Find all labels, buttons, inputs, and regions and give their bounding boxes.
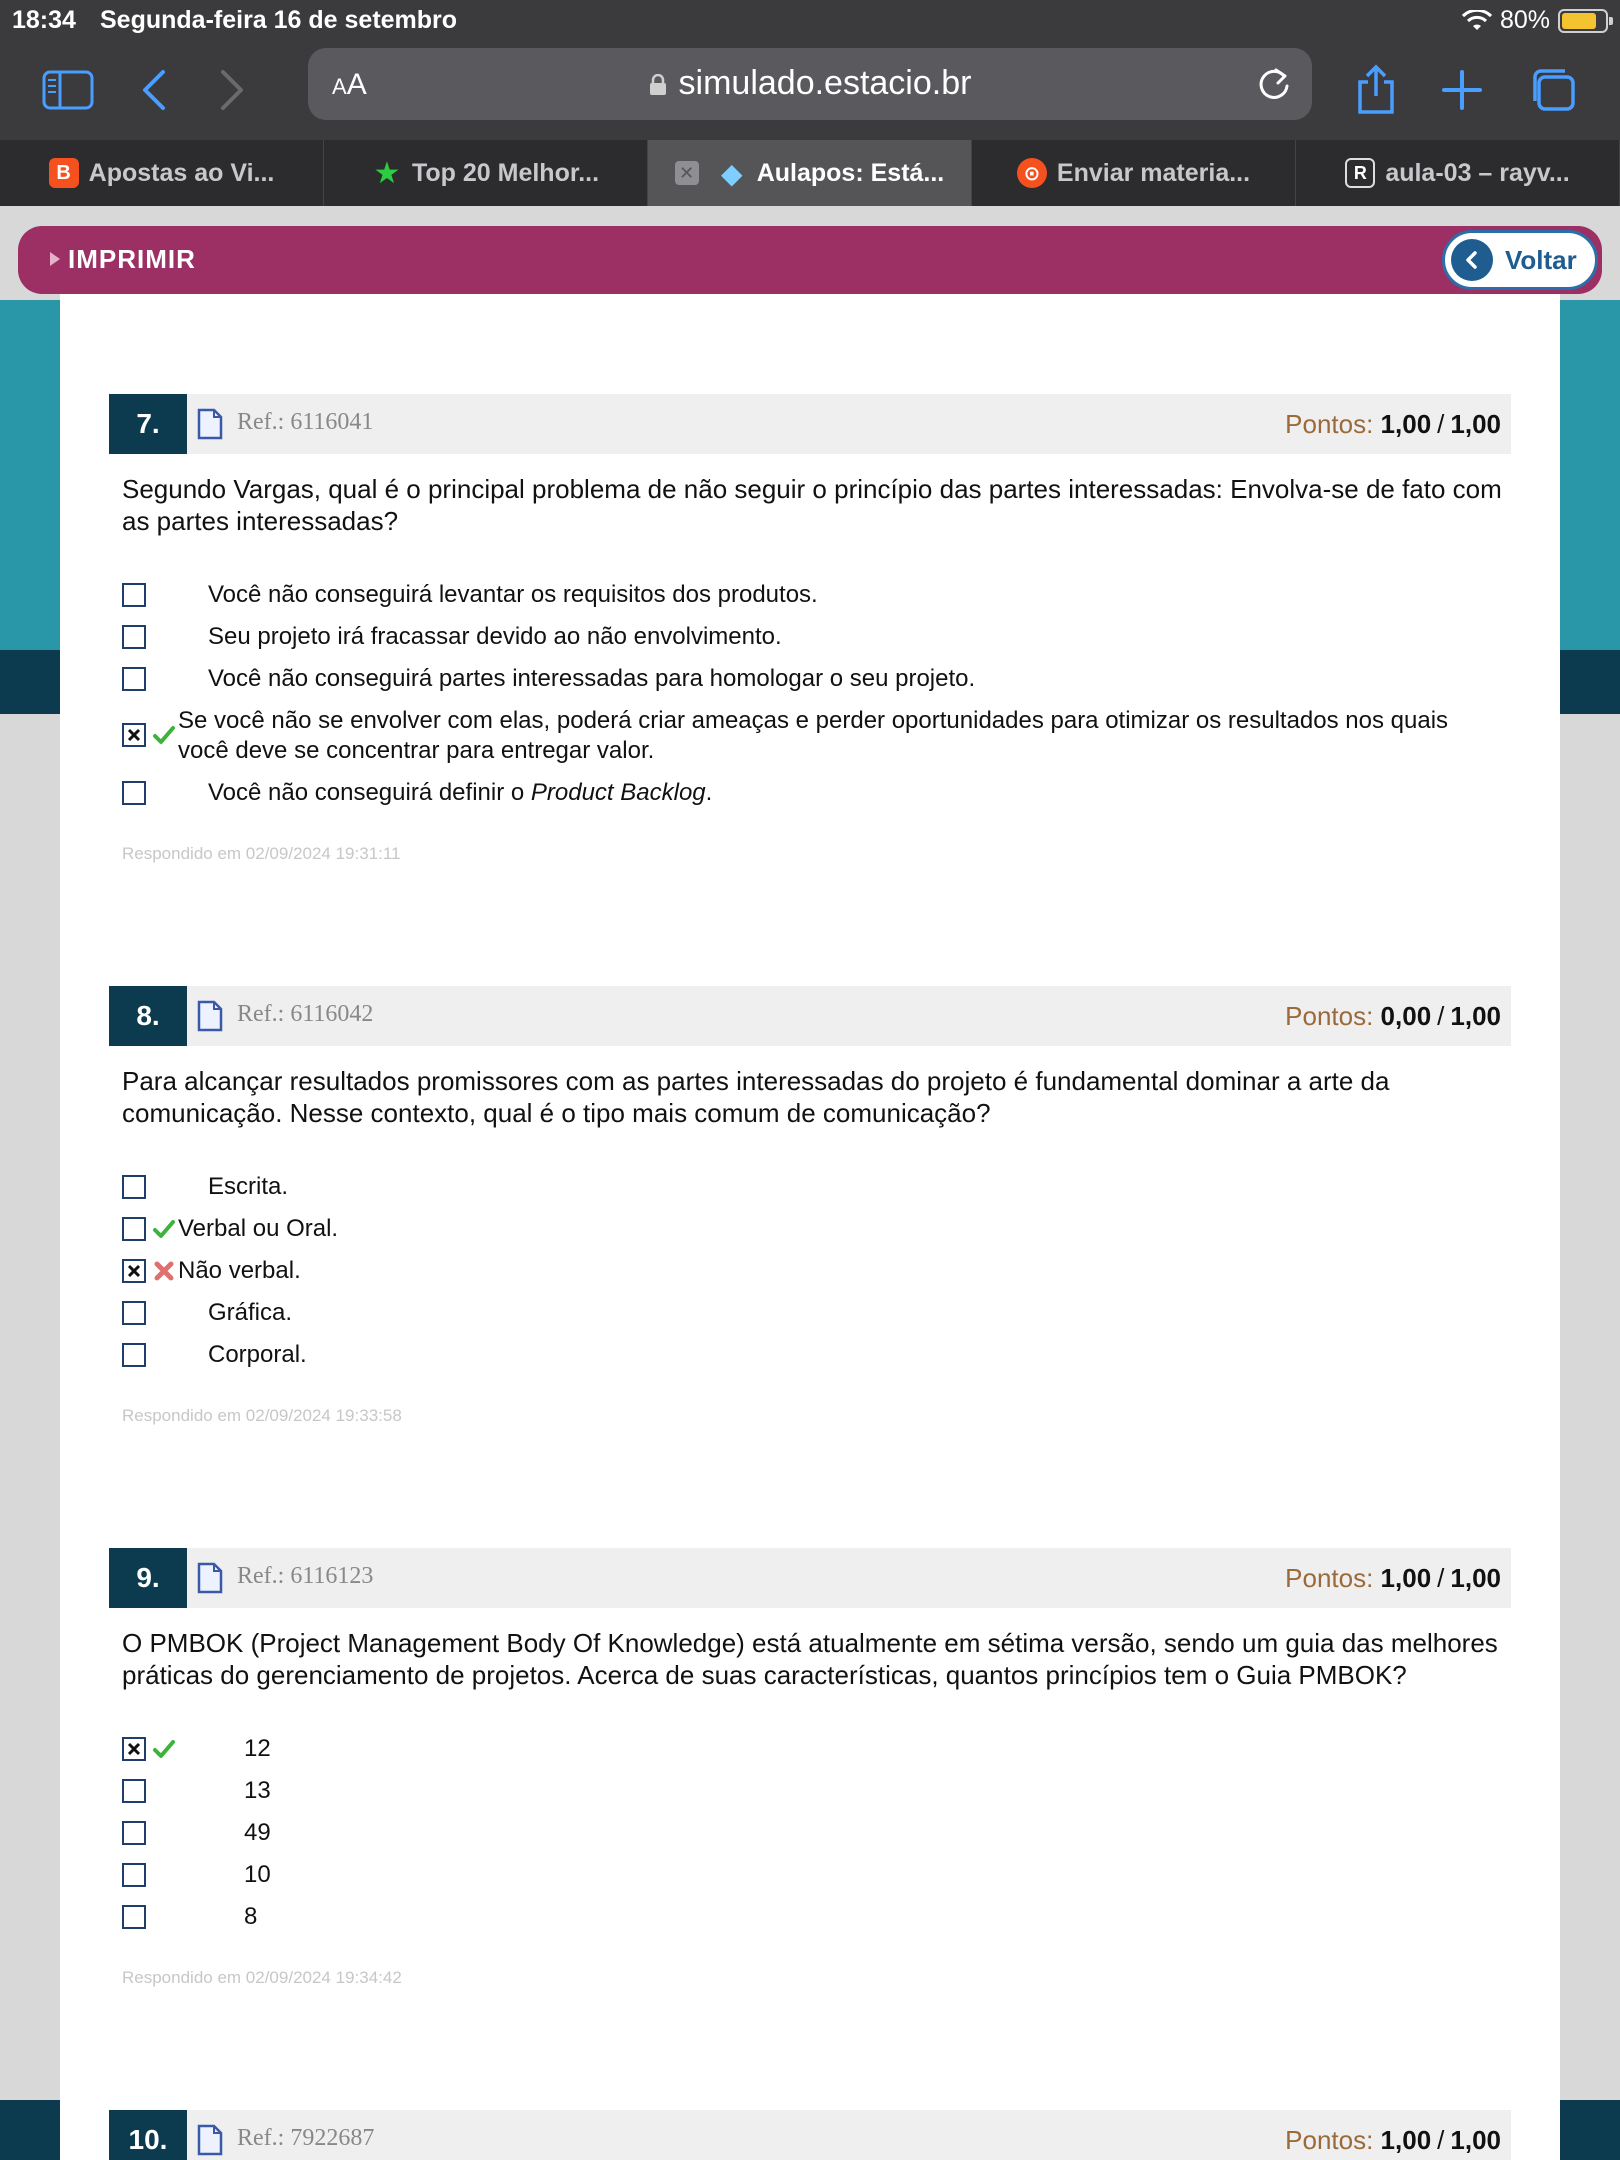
answered-timestamp: Respondido em 02/09/2024 19:31:11 [122,844,401,863]
status-date: Segunda-feira 16 de setembro [100,6,458,34]
option-row[interactable]: 10 [122,1860,271,1890]
share-icon[interactable] [1348,62,1404,118]
question-text: Para alcançar resultados promissores com as partes interessadas do projeto é fundamental dominar a arte da comunicação. Nesse contexto, qual é o tipo mais comum de comunicação? [122,1066,1390,1128]
browser-chrome [0,0,1620,206]
answer-checkbox-checked[interactable] [122,1737,146,1761]
answer-checkbox-checked[interactable] [122,1259,146,1283]
question-number: 10. [109,2110,187,2160]
option-row[interactable]: Se você não se envolver com elas, poderá criar ameaças e perder oportunidades para otimizar os resultados nos quais você deve se concentrar para entregar valor. [122,706,1478,766]
document-icon [197,1000,223,1032]
wifi-icon [1462,10,1492,32]
question-header [109,2110,1511,2160]
question-ref: Ref.: 6116041 [237,409,374,435]
question-points: Pontos: 0,00 / 1,00 [1285,1001,1501,1031]
question-ref: Ref.: 7922687 [237,2125,375,2151]
answer-checkbox[interactable] [122,1301,146,1325]
question-text: O PMBOK (Project Management Body Of Knowledge) está atualmente em sétima versão, sendo um guia das melhores práticas do gerenciamento de projetos. Acerca de suas características, quantos princípios tem o Guia PMBOK? [122,1628,1498,1690]
question-text: Segundo Vargas, qual é o principal problema de não seguir o princípio das partes interessadas: Envolva-se de fato com as partes interessadas? [122,474,1502,536]
option-row[interactable]: 8 [122,1902,257,1932]
correct-check-icon [152,1217,176,1241]
correct-check-icon [152,1737,176,1761]
option-row[interactable]: 49 [122,1818,271,1848]
option-row[interactable]: Corporal. [122,1340,307,1370]
document-icon [197,408,223,440]
status-right [1462,6,1608,35]
close-tab-icon[interactable]: ✕ [675,161,699,185]
r-favicon-icon: R [1345,158,1375,188]
option-row[interactable]: Verbal ou Oral. [122,1214,338,1244]
question-ref: Ref.: 6116042 [237,1001,374,1027]
question-points: Pontos: 1,00 / 1,00 [1285,409,1501,439]
status-bar [0,0,1620,40]
star-favicon-icon: ★ [373,156,401,190]
battery-percent: 80% [1499,6,1550,34]
question-points: Pontos: 1,00 / 1,00 [1285,2125,1501,2155]
triangle-right-icon [50,252,60,266]
answer-checkbox[interactable] [122,1343,146,1367]
battery-icon [1558,9,1608,33]
question-points: Pontos: 1,00 / 1,00 [1285,1563,1501,1593]
question-number: 7. [109,394,187,454]
option-row[interactable]: Seu projeto irá fracassar devido ao não envolvimento. [122,622,782,652]
answer-checkbox[interactable] [122,625,146,649]
correct-check-icon [152,723,176,747]
answer-checkbox[interactable] [122,1905,146,1929]
question-number: 8. [109,986,187,1046]
answer-checkbox[interactable] [122,667,146,691]
option-row[interactable]: 13 [122,1776,271,1806]
answered-timestamp: Respondido em 02/09/2024 19:33:58 [122,1406,402,1425]
diamond-favicon-icon: ◆ [720,157,743,189]
background-band [0,300,60,650]
background-band [1560,650,1620,714]
lock-icon [649,74,667,96]
tab-strip [0,140,1620,206]
answer-checkbox[interactable] [122,583,146,607]
back-icon[interactable] [126,62,182,118]
upload-favicon-icon: ⊙ [1017,158,1047,188]
document-icon [197,2124,223,2156]
bet-favicon-icon: B [49,158,79,188]
reload-icon[interactable] [1254,64,1294,104]
tabs-overview-icon[interactable] [1524,62,1580,118]
option-row[interactable]: Escrita. [122,1172,288,1202]
document-icon [197,1562,223,1594]
answer-checkbox[interactable] [122,1217,146,1241]
option-row[interactable]: Você não conseguirá levantar os requisitos dos produtos. [122,580,818,610]
browser-toolbar [0,40,1620,140]
status-time: 18:34 [12,6,76,34]
print-button[interactable]: IMPRIMIR [50,244,196,275]
answer-checkbox[interactable] [122,1779,146,1803]
answer-checkbox[interactable] [122,781,146,805]
back-button[interactable]: Voltar [1442,230,1598,290]
url-bar[interactable] [308,48,1312,120]
question-header [109,986,1511,1046]
answered-timestamp: Respondido em 02/09/2024 19:34:42 [122,1968,402,1987]
question-header [109,394,1511,454]
background-band [0,650,60,714]
wrong-x-icon [152,1259,176,1283]
answer-checkbox[interactable] [122,1175,146,1199]
question-number: 9. [109,1548,187,1608]
option-row[interactable]: Você não conseguirá definir o Product Backlog. [122,778,712,808]
reader-text-size-button[interactable]: AA [332,68,367,101]
background-band [1560,300,1620,650]
option-row[interactable]: 12 [122,1734,271,1764]
answer-checkbox-checked[interactable] [122,723,146,747]
answer-checkbox[interactable] [122,1821,146,1845]
option-row[interactable]: Não verbal. [122,1256,301,1286]
new-tab-icon[interactable] [1434,62,1490,118]
option-row[interactable]: Você não conseguirá partes interessadas para homologar o seu projeto. [122,664,975,694]
url-text[interactable]: simulado.estacio.br [308,64,1312,103]
chevron-left-icon [1451,239,1493,281]
answer-checkbox[interactable] [122,1863,146,1887]
tab-apostas[interactable]: B Apostas ao Vi... [0,140,324,206]
tab-top20[interactable]: ★ Top 20 Melhor... [324,140,648,206]
forward-icon[interactable] [204,62,260,118]
print-bar [18,226,1602,294]
question-ref: Ref.: 6116123 [237,1563,374,1589]
tab-enviar[interactable]: ⊙ Enviar materia... [972,140,1296,206]
sidebar-icon[interactable] [40,62,96,118]
option-row[interactable]: Gráfica. [122,1298,292,1328]
question-header [109,1548,1511,1608]
tab-aula03[interactable]: R aula-03 – rayv... [1296,140,1620,206]
tab-aulapos[interactable]: ✕ ◆ Aulapos: Está... [648,140,972,206]
